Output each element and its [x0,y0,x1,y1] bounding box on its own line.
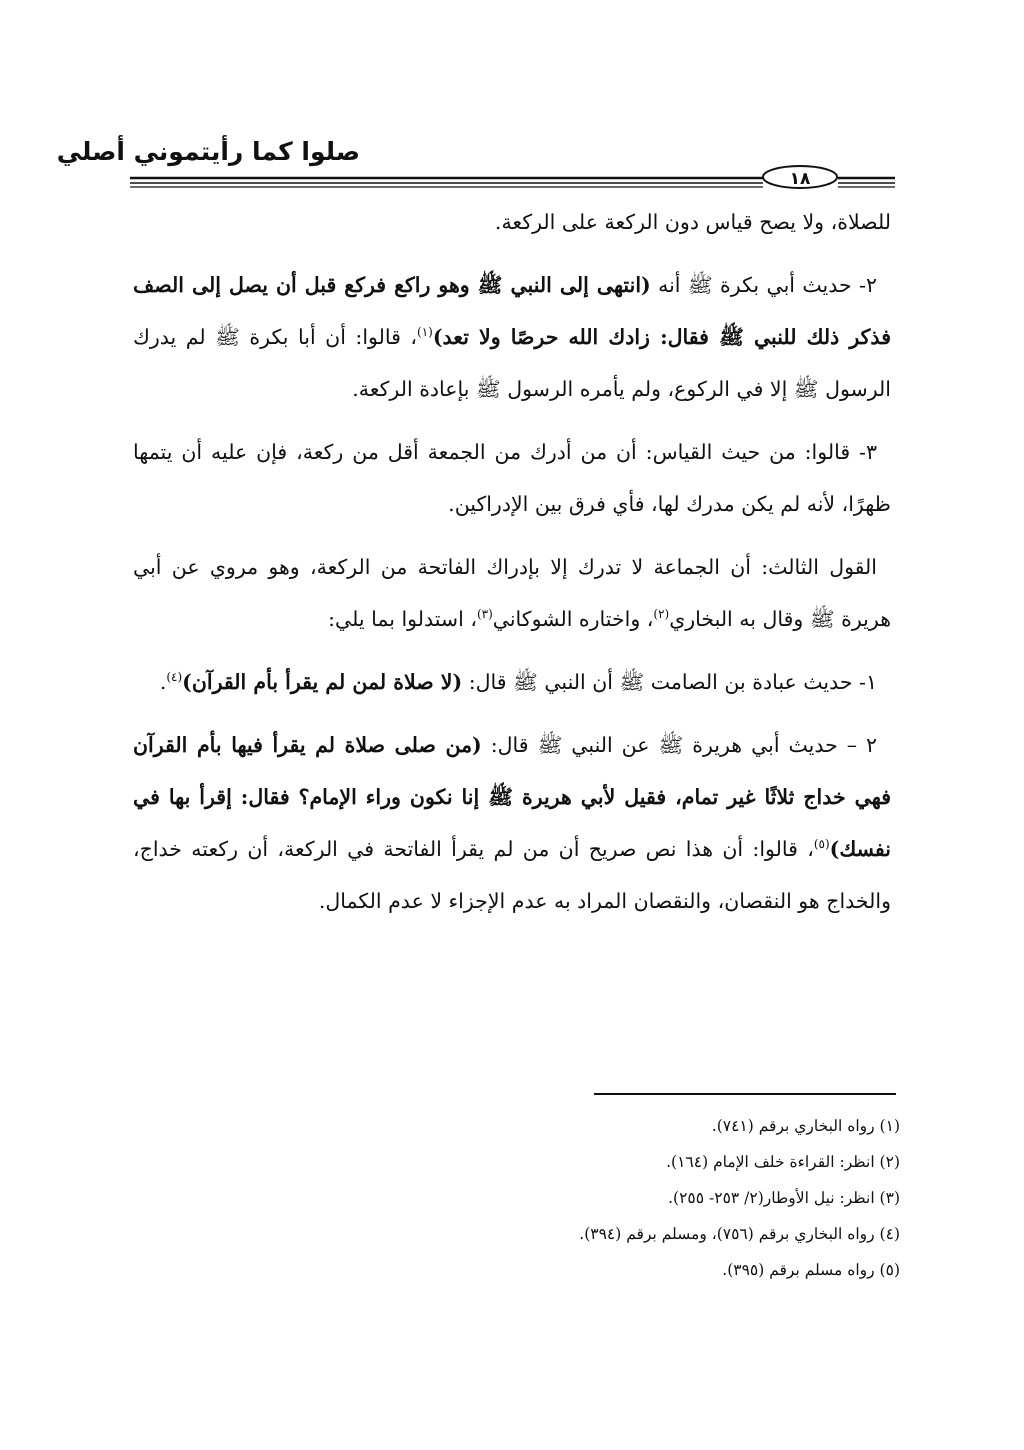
footnote-ref: (٥) [813,837,830,852]
hadith-text: (من صلى صلاة لم يقرأ فيها بأم القرآن فهي خداج ثلاثًا غير تمام، فقيل لأبي هريرة ﷺ إنا نكون وراء الإمام؟ فقال: إقرأ بها في نفسك) [133,733,891,861]
footnote-ref: (٢) [653,607,670,622]
footnote-4: (٤) رواه البخاري برقم (٧٥٦)، ومسلم برقم (٣٩٤). [579,1225,900,1243]
hadith-text: (لا صلاة لمن لم يقرأ بأم القرآن) [182,670,463,694]
page-number: ١٨ [789,169,811,189]
footnotes [430,1108,900,1288]
footnote-ref: (٣) [476,607,493,622]
footnote-1: (١) رواه البخاري برقم (٧٤١). [711,1117,900,1135]
header-rules [130,165,895,195]
footnote-2: (٢) انظر: القراءة خلف الإمام (١٦٤). [666,1153,900,1171]
para-6: ٢ – حديث أبي هريرة ﷺ عن النبي ﷺ قال: (من صلى صلاة لم يقرأ فيها بأم القرآن فهي خداج ثلاثًا غير تمام، فقيل لأبي هريرة ﷺ إنا نكون وراء الإمام؟ فقال: إقرأ بها في نفسك)$^{(٥)}$، قالوا: أن هذا نص صريح أن من لم يقرأ الفاتحة في الركعة، أن ركعته خداج، والخداج هو النقصان، والنقصان المراد به عدم الإجزاء لا عدم الكمال. [133,733,891,913]
para-3: ٣- قالوا: من حيث القياس: أن من أدرك من الجمعة أقل من ركعة، فإن عليه أن يتمها ظهرًا، لأنه لم يكن مدرك لها، فأي فرق بين الإدراكين. [133,440,891,516]
hadith-text: (انتهى إلى النبي ﷺ وهو راكع فركع قبل أن يصل إلى الصف فذكر ذلك للنبي ﷺ فقال: زادك الله حرصًا ولا تعد) [133,273,891,349]
para-1: للصلاة، ولا يصح قياس دون الركعة على الركعة. [494,210,891,234]
footnote-ref: (٤) [166,670,183,685]
footnote-3: (٣) انظر: نيل الأوطار(٢/ ٢٥٣- ٢٥٥). [668,1189,900,1207]
main-text [133,196,891,927]
para-2: ٢- حديث أبي بكرة ﷺ أنه (انتهى إلى النبي ﷺ وهو راكع فركع قبل أن يصل إلى الصف فذكر ذلك للنبي ﷺ فقال: زادك الله حرصًا ولا تعد)$^{(١)}$، قالوا: أن أبا بكرة ﷺ لم يدرك الرسول ﷺ إلا في الركوع، ولم يأمره الرسول ﷺ بإعادة الركعة. [133,273,891,401]
running-header-title: صلوا كما رأيتموني أصلي [56,137,360,166]
footnote-ref: (١) [417,325,433,340]
footnote-separator [594,1093,896,1095]
para-5: ١- حديث عبادة بن الصامت ﷺ أن النبي ﷺ قال: (لا صلاة لمن لم يقرأ بأم القرآن)$^{(٤)}$. [159,670,877,694]
para-4: القول الثالث: أن الجماعة لا تدرك إلا بإدراك الفاتحة من الركعة، وهو مروي عن أبي هريرة ﷺ وقال به البخاري$^{(٢)}$، واختاره الشوكاني$^{(٣)}$، استدلوا بما يلي: [133,555,891,631]
footnote-5: (٥) رواه مسلم برقم (٣٩٥). [722,1261,900,1279]
